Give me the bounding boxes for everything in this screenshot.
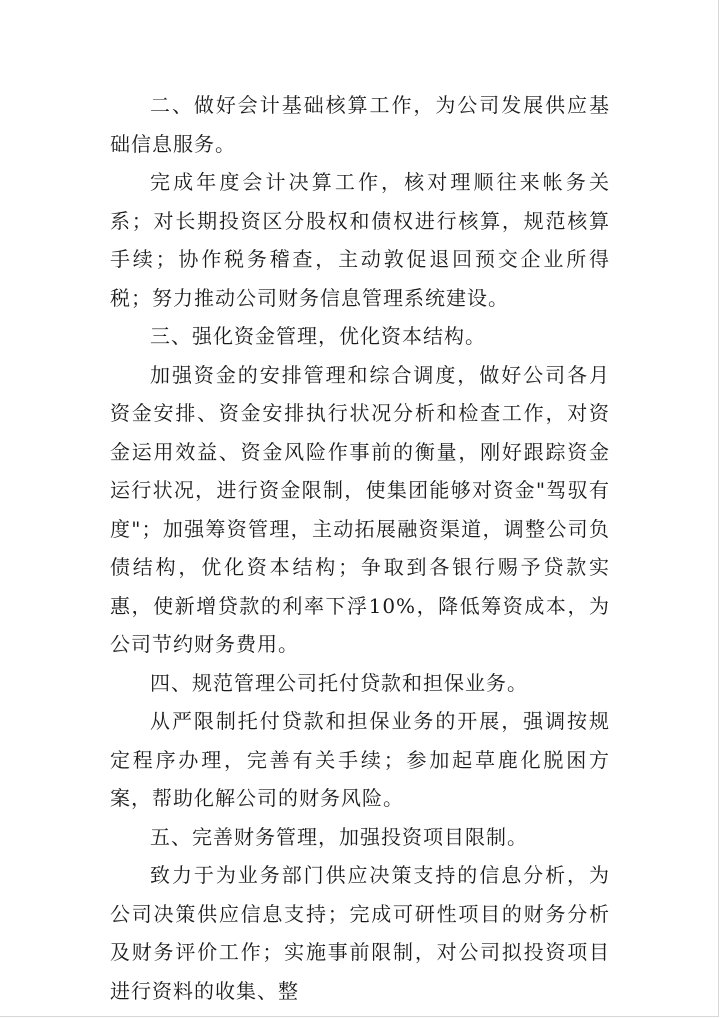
section-heading-3: 三、强化资金管理，优化资本结构。 bbox=[150, 324, 486, 348]
section-heading-2: 二、做好会计基础核算工作，为公司发展供应基础信息服务。 bbox=[110, 93, 610, 156]
section-heading-4: 四、规范管理公司托付贷款和担保业务。 bbox=[150, 670, 528, 695]
body-paragraph: 致力于为业务部门供应决策支持的信息分析，为公司决策供应信息支持；完成可研性项目的财务分析及财务评价工作；实施事前限制，对公司拟投资项目进行资料的收集、整 bbox=[110, 863, 610, 1003]
body-paragraph: 加强资金的安排管理和综合调度，做好公司各月资金安排、资金安排执行状况分析和检查工作，对资金运用效益、资金风险作事前的衡量，刚好跟踪资金运行状况，进行资金限制，使集团能够对资金"驾驭有度"；加强筹资管理，主动拓展融资渠道，调整公司负债结构，优化资本结构；争取到各银行赐予贷款实惠，使新增贷款的利率下浮10%，降低筹资成本，为公司节约财务费用。 bbox=[110, 362, 610, 656]
body-paragraph: 从严限制托付贷款和担保业务的开展，强调按规定程序办理，完善有关手续；参加起草鹿化脱困方案，帮助化解公司的财务风险。 bbox=[110, 709, 610, 810]
body-paragraph: 完成年度会计决算工作，核对理顺往来帐务关系；对长期投资区分股权和债权进行核算，规范核算手续；协作税务稽查，主动敦促退回预交企业所得税；努力推动公司财务信息管理系统建设。 bbox=[110, 170, 610, 310]
section-heading-5: 五、完善财务管理，加强投资项目限制。 bbox=[150, 824, 528, 849]
document-body bbox=[110, 86, 610, 1010]
